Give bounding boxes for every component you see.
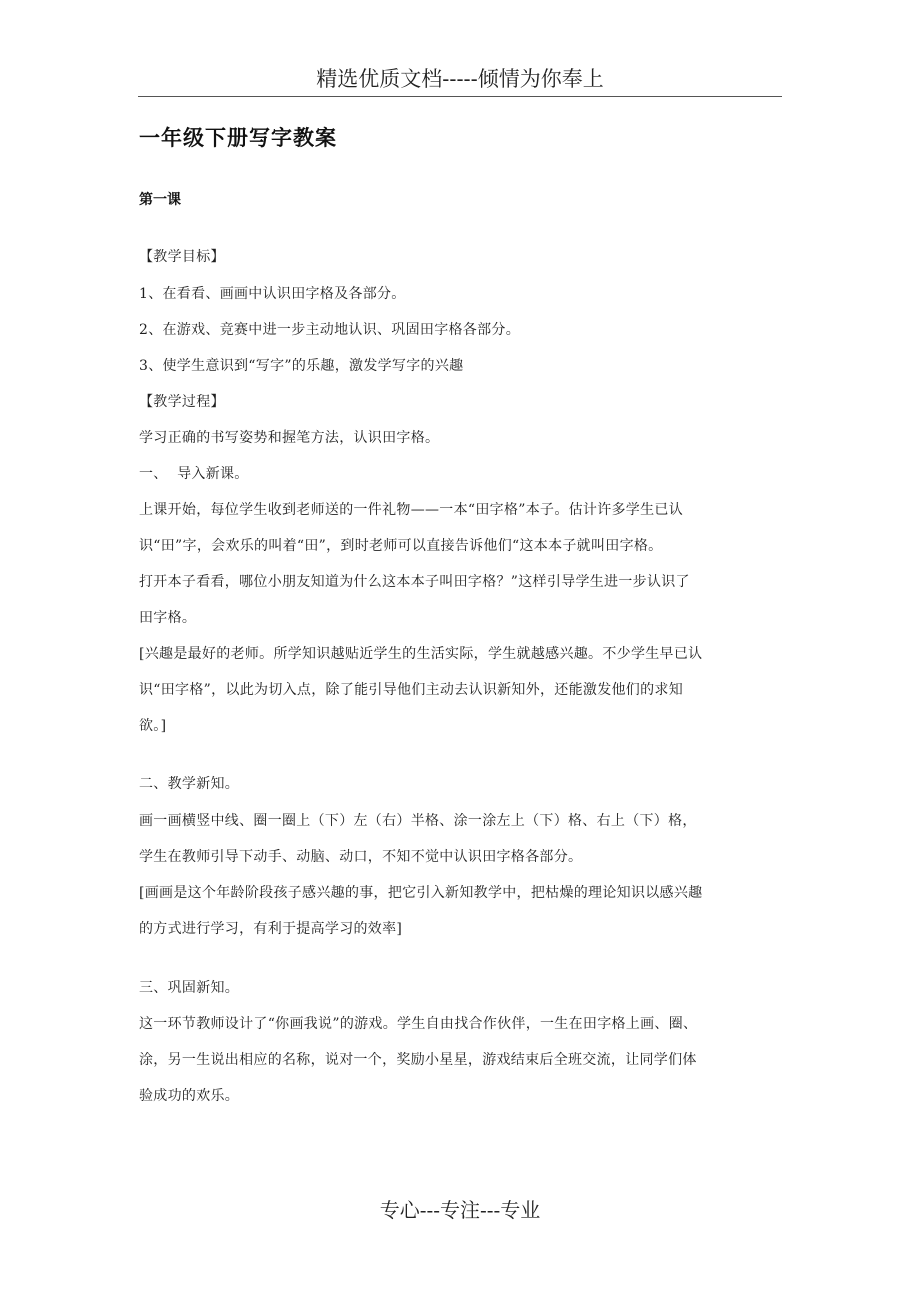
- note2-line: [画画是这个年龄阶段孩子感兴趣的事，把它引入新知教学中，把枯燥的理论知识以感兴趣: [139, 885, 703, 901]
- note1-line: [兴趣是最好的老师。所学知识越贴近学生的生活实际，学生就越感兴趣。不少学生早已认: [139, 646, 703, 662]
- section1-line: 打开本子看看，哪位小朋友知道为什么这本本子叫田字格？”这样引导学生进一步认识了: [139, 574, 690, 590]
- section1-line: 识“田”字，会欢乐的叫着“田”，到时老师可以直接告诉他们“这本本子就叫田字格。: [139, 538, 663, 554]
- section3-line: 涂，另一生说出相应的名称，说对一个，奖励小星星，游戏结束后全班交流，让同学们体: [139, 1052, 697, 1068]
- goals-heading: 【教学目标】: [139, 249, 225, 265]
- goal-item-1: 1、在看看、画画中认识田字格及各部分。: [139, 286, 406, 302]
- process-heading: 【教学过程】: [139, 394, 225, 410]
- note2-line: 的方式进行学习，有利于提高学习的效率]: [139, 921, 403, 937]
- section1-line: 田字格。: [139, 610, 197, 626]
- document-title: 一年级下册写字教案: [139, 126, 337, 150]
- section3-heading: 三、巩固新知。: [139, 980, 240, 996]
- note1-line: 识“田字格”，以此为切入点，除了能引导他们主动去认识新知外，还能激发他们的求知: [139, 682, 684, 698]
- process-intro: 学习正确的书写姿势和握笔方法，认识田字格。: [139, 430, 440, 446]
- section2-line: 画一画横竖中线、圈一圈上（下）左（右）半格、涂一涂左上（下）格、右上（下）格，: [139, 813, 697, 829]
- goal-item-3: 3、使学生意识到“写字”的乐趣，激发学写字的兴趣: [139, 358, 464, 374]
- section3-line: 验成功的欢乐。: [139, 1088, 240, 1104]
- section1-heading: 一、 导入新课。: [139, 466, 249, 482]
- section3-line: 这一环节教师设计了“你画我说”的游戏。学生自由找合作伙伴，一生在田字格上画、圈、: [139, 1016, 698, 1032]
- section2-line: 学生在教师引导下动手、动脑、动口，不知不觉中认识田字格各部分。: [139, 849, 583, 865]
- lesson-heading: 第一课: [139, 192, 181, 208]
- note1-line: 欲。]: [139, 718, 167, 734]
- goal-item-2: 2、在游戏、竞赛中进一步主动地认识、巩固田字格各部分。: [139, 322, 521, 338]
- page-footer: 专心---专注---专业: [379, 1198, 541, 1222]
- page-header: 精选优质文档-----倾情为你奉上: [138, 62, 782, 97]
- section1-line: 上课开始，每位学生收到老师送的一件礼物——一本“田字格”本子。估计许多学生已认: [139, 502, 684, 518]
- section2-heading: 二、教学新知。: [139, 776, 240, 792]
